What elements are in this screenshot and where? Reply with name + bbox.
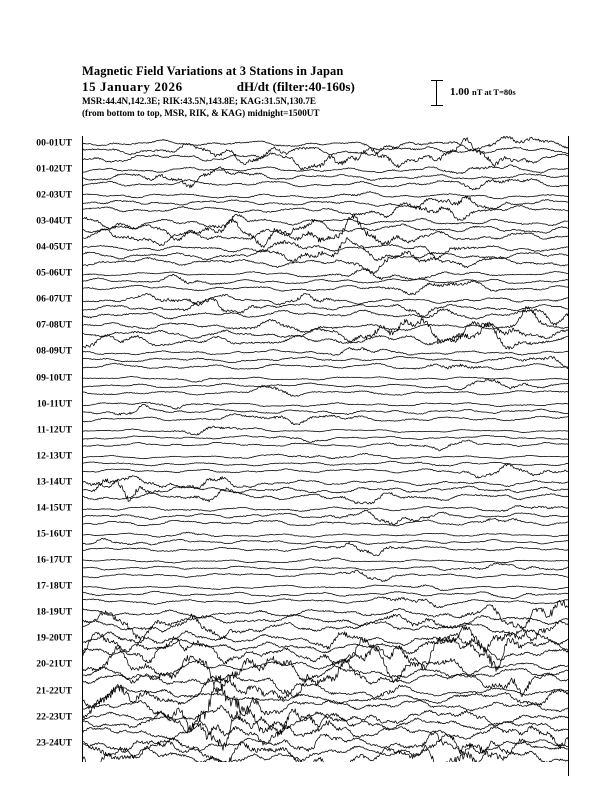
hour-label: 02-03UT: [36, 189, 72, 201]
hour-label: 14-15UT: [36, 502, 72, 514]
station-trace: [83, 518, 569, 526]
chart-title: Magnetic Field Variations at 3 Stations in Japan: [82, 64, 344, 78]
scale-bar: [430, 78, 590, 110]
magnetogram-traces: [83, 136, 569, 762]
hour-label: 21-22UT: [36, 685, 72, 697]
hour-label: 10-11UT: [36, 398, 72, 410]
station-trace: [83, 136, 569, 151]
chart-title-block: [82, 64, 482, 119]
station-trace: [83, 614, 569, 641]
station-trace: [83, 363, 569, 370]
station-trace: [83, 165, 569, 174]
station-trace: [83, 307, 569, 333]
station-trace: [83, 219, 569, 248]
station-trace: [83, 356, 569, 368]
hour-label: 09-10UT: [36, 372, 72, 384]
station-trace: [83, 348, 569, 356]
station-trace: [83, 293, 569, 305]
station-trace: [83, 461, 569, 466]
hour-label: 03-04UT: [36, 215, 72, 227]
station-trace: [83, 676, 569, 708]
hour-label: 15-16UT: [36, 528, 72, 540]
station-trace: [83, 464, 569, 478]
station-trace: [83, 143, 569, 164]
station-trace: [83, 597, 569, 608]
hour-label: 20-21UT: [36, 658, 72, 670]
scale-bar-value: 1.00: [450, 86, 470, 98]
hour-label: 18-19UT: [36, 606, 72, 618]
station-trace: [83, 203, 569, 221]
station-trace: [83, 585, 569, 591]
station-trace: [83, 196, 569, 210]
station-trace: [83, 627, 569, 672]
chart-date: 15 January 2026: [82, 79, 183, 94]
station-trace: [83, 532, 569, 537]
station-coordinates: MSR:44.4N,142.3E; RIK:43.5N,143.8E; KAG:31.5N,130.7E: [82, 96, 317, 106]
station-trace: [83, 281, 569, 295]
station-trace: [83, 269, 569, 280]
hour-label: 16-17UT: [36, 554, 72, 566]
station-trace: [83, 732, 569, 754]
hour-label: 07-08UT: [36, 319, 72, 331]
station-trace: [83, 440, 569, 451]
station-trace: [83, 453, 569, 459]
hour-label: 23-24UT: [36, 737, 72, 749]
station-trace: [83, 240, 569, 259]
chart-quantity: dH/dt (filter:40-160s): [236, 79, 355, 94]
chart-subtitle: [82, 79, 482, 95]
station-trace: [83, 402, 569, 409]
hour-label: 05-06UT: [36, 267, 72, 279]
hour-label: 22-23UT: [36, 711, 72, 723]
station-trace: [83, 191, 569, 199]
stack-order-note: (from bottom to top, MSR, RIK, & KAG) midnight=1500UT: [82, 108, 320, 118]
scale-bar-bottom-tick: [431, 105, 443, 106]
station-trace: [83, 630, 569, 657]
hour-label: 11-12UT: [36, 424, 72, 436]
hour-label: 08-09UT: [36, 345, 72, 357]
station-trace: [83, 510, 569, 525]
hour-label: 19-20UT: [36, 632, 72, 644]
station-trace: [83, 214, 569, 246]
hour-label: 06-07UT: [36, 293, 72, 305]
hour-axis: [0, 136, 80, 762]
station-trace: [83, 376, 569, 382]
station-trace: [83, 660, 569, 698]
station-trace: [83, 476, 569, 489]
scale-bar-line: [436, 80, 437, 106]
station-trace: [83, 309, 569, 326]
station-trace: [83, 179, 569, 190]
station-trace: [83, 426, 569, 435]
station-trace: [83, 251, 569, 274]
station-trace: [83, 558, 569, 563]
station-trace: [83, 505, 569, 511]
hour-label: 00-01UT: [36, 137, 72, 149]
axis-end-tick: [568, 748, 569, 776]
hour-label: 17-18UT: [36, 580, 72, 592]
hour-label: 01-02UT: [36, 163, 72, 175]
station-trace: [83, 414, 569, 425]
hour-label: 04-05UT: [36, 241, 72, 253]
hour-label: 12-13UT: [36, 450, 72, 462]
scale-bar-unit: nT at T=80s: [472, 87, 516, 97]
plot-area: [82, 136, 569, 762]
station-trace: [83, 741, 569, 762]
scale-bar-label: [450, 86, 516, 98]
station-trace: [83, 570, 569, 582]
hour-label: 13-14UT: [36, 476, 72, 488]
station-trace: [83, 591, 569, 598]
station-trace: [83, 563, 569, 570]
station-trace: [83, 538, 569, 545]
station-trace: [83, 379, 569, 389]
station-trace: [83, 435, 569, 442]
